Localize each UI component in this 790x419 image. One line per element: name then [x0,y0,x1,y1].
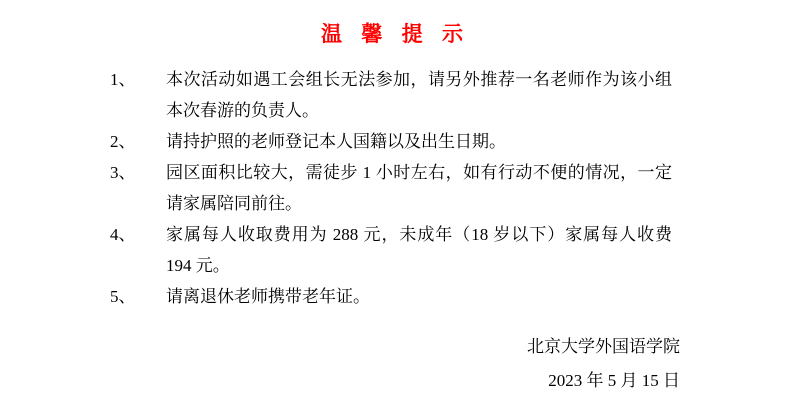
list-item-number: 4、 [110,225,136,244]
list-item [0,219,790,281]
list-item-number: 3、 [110,163,136,182]
list-item [0,157,790,219]
list-item [0,64,790,126]
signature-date: 2023 年 5 月 15 日 [548,371,680,390]
list-item-text: 家属每人收取费用为 288 元，未成年（18 岁以下）家属每人收费 194 元。 [166,225,672,275]
list-item-number: 1、 [110,70,136,89]
list-item-number: 5、 [110,287,136,306]
list-item-text: 请离退休老师携带老年证。 [166,287,370,306]
list-item-text: 请持护照的老师登记本人国籍以及出生日期。 [166,132,506,151]
signature-org: 北京大学外国语学院 [527,337,680,356]
page-title: 温 馨 提 示 [321,22,469,46]
list-item-text: 园区面积比较大，需徒步 1 小时左右，如有行动不便的情况，一定请家属陪同前往。 [166,163,672,213]
list-item-number: 2、 [110,132,136,151]
list-item-text: 本次活动如遇工会组长无法参加，请另外推荐一名老师作为该小组本次春游的负责人。 [166,70,672,120]
list-item [0,281,790,312]
notice-list [0,64,790,312]
list-item [0,126,790,157]
document-page [0,18,790,419]
